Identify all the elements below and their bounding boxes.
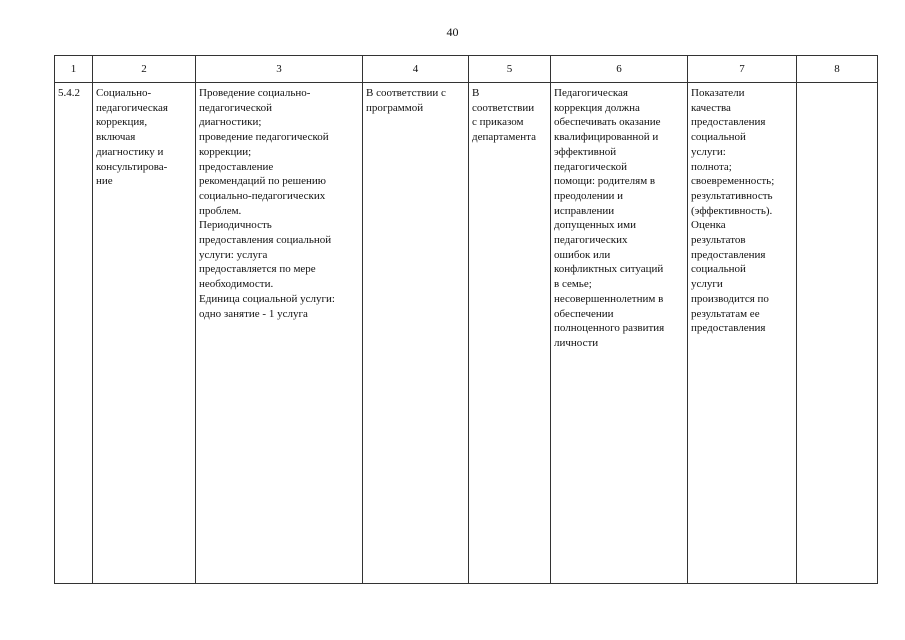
column-header-1: 1 xyxy=(55,56,93,83)
column-header-7: 7 xyxy=(688,56,797,83)
item-number-cell: 5.4.2 xyxy=(55,83,93,584)
column-header-4: 4 xyxy=(363,56,469,83)
header-row xyxy=(55,56,878,83)
page-number: 40 xyxy=(446,25,459,39)
quality-indicators-cell: Показатели качества предоставления социальной услуги: полнота; своевременность; результативность (эффективность). Оценка результатов предоставления социальной услуги производится по результатам ее предоставления xyxy=(688,83,797,584)
notes-cell xyxy=(797,83,878,584)
column-header-5: 5 xyxy=(469,56,551,83)
table-row xyxy=(55,83,878,584)
column-header-8: 8 xyxy=(797,56,878,83)
service-name-cell: Социально- педагогическая коррекция, включая диагностику и консультирова- ние xyxy=(93,83,196,584)
service-description-cell: Проведение социально- педагогической диагностики; проведение педагогической коррекции; предоставление рекомендаций по решению социально-педагогических проблем. Периодичность предоставления социальной услуги: услуга предоставляется по мере необходимости. Единица социальной услуги: одно занятие - 1 услуга xyxy=(196,83,363,584)
column-header-3: 3 xyxy=(196,56,363,83)
volume-cell: В соответствии с программой xyxy=(363,83,469,584)
column-header-6: 6 xyxy=(551,56,688,83)
requirements-cell: Педагогическая коррекция должна обеспечивать оказание квалифицированной и эффективной педагогической помощи: родителям в преодолении и исправлении допущенных ими педагогических ошибок или конфликтных ситуаций в семье; несовершеннолетним в обеспечении полноценного развития личности xyxy=(551,83,688,584)
column-header-2: 2 xyxy=(93,56,196,83)
services-table xyxy=(54,55,878,584)
terms-cell: В соответствии с приказом департамента xyxy=(469,83,551,584)
